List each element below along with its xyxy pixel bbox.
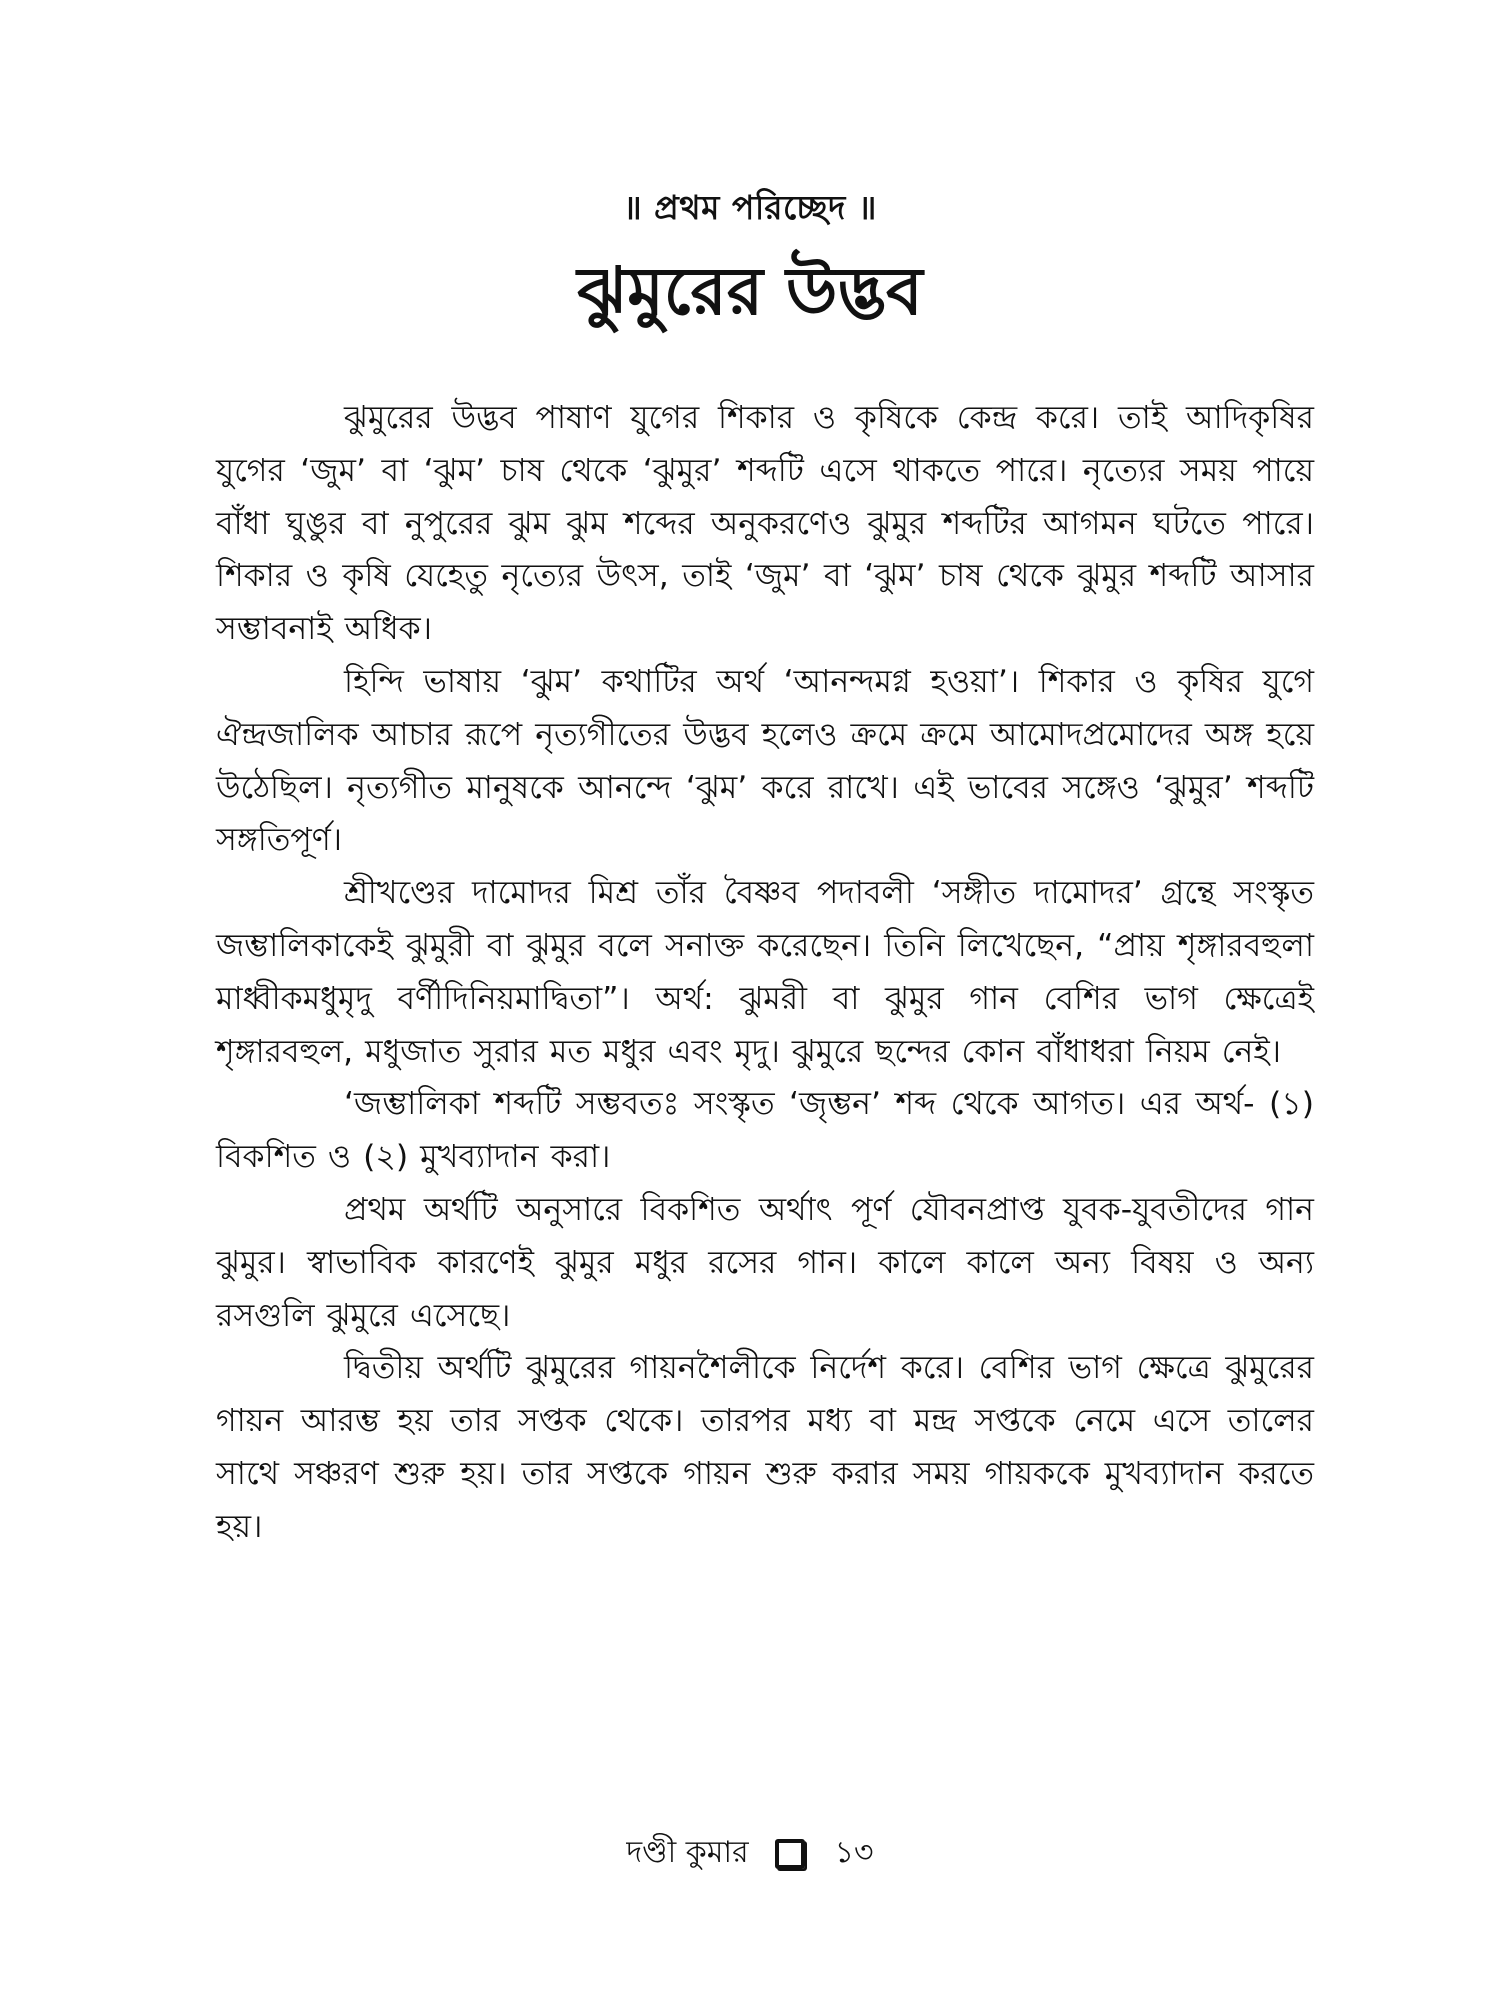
chapter-label: ॥ প্রথম পরিচ্ছেদ ॥	[623, 188, 877, 227]
paragraph-3: শ্রীখণ্ডের দামোদর মিশ্র তাঁর বৈষ্ণব পদাবলী ‘সঙ্গীত দামোদর’ গ্রন্থে সংস্কৃত জম্ভালিকাকেই ঝুমুরী বা ঝুমুর বলে সনাক্ত করেছেন। তিনি লিখেছেন, “প্রায় শৃঙ্গারবহুলা মাধ্বীকমধুমৃদু বর্ণীদিনিয়মাদ্বিতা”। অর্থ: ঝুমরী বা ঝুমুর গান বেশির ভাগ ক্ষেত্রেই শৃঙ্গারবহুল, মধুজাত সুরার মত মধুর এবং মৃদু। ঝুমুরে ছন্দের কোন বাঁধাধরা নিয়ম নেই।	[216, 875, 1314, 1070]
paragraph-1: ঝুমুরের উদ্ভব পাষাণ যুগের শিকার ও কৃষিকে কেন্দ্র করে। তাই আদিকৃষির যুগের ‘জুম’ বা ‘ঝুম’ চাষ থেকে ‘ঝুমুর’ শব্দটি এসে থাকতে পারে। নৃত্যের সময় পায়ে বাঁধা ঘুঙুর বা নুপুরের ঝুম ঝুম শব্দের অনুকরণেও ঝুমুর শব্দটির আগমন ঘটতে পারে। শিকার ও কৃষি যেহেতু নৃত্যের উৎস, তাই ‘জুম’ বা ‘ঝুম’ চাষ থেকে ঝুমুর শব্দটি আসার সম্ভাবনাই অধিক।	[216, 400, 1314, 648]
paragraph-6: দ্বিতীয় অর্থটি ঝুমুরের গায়নশৈলীকে নির্দেশ করে। বেশির ভাগ ক্ষেত্রে ঝুমুরের গায়ন আরম্ভ হয় তার সপ্তক থেকে। তারপর মধ্য বা মন্দ্র সপ্তকে নেমে এসে তালের সাথে সঞ্চরণ শুরু হয়। তার সপ্তকে গায়ন শুরু করার সময় গায়ককে মুখব্যাদান করতে হয়।	[216, 1350, 1314, 1545]
page-number: ১৩	[834, 1835, 874, 1870]
square-ornament-icon	[775, 1839, 805, 1869]
chapter-title: ঝুমুরের উদ্ভব	[577, 253, 923, 330]
body-text	[216, 392, 1314, 1554]
paragraph-2: হিন্দি ভাষায় ‘ঝুম’ কথাটির অর্থ ‘আনন্দমগ্ন হওয়া’। শিকার ও কৃষির যুগে ঐন্দ্রজালিক আচার রূপে নৃত্যগীতের উদ্ভব হলেও ক্রমে ক্রমে আমোদপ্রমোদের অঙ্গ হয়ে উঠেছিল। নৃত্যগীত মানুষকে আনন্দে ‘ঝুম’ করে রাখে। এই ভাবের সঙ্গেও ‘ঝুমুর’ শব্দটি সঙ্গতিপূর্ণ।	[216, 663, 1314, 859]
page-footer	[0, 1828, 1500, 1879]
footer-author: দণ্ডী কুমার	[626, 1835, 749, 1870]
paragraph-4: ‘জম্ভালিকা শব্দটি সম্ভবতঃ সংস্কৃত ‘জৃম্ভন’ শব্দ থেকে আগত। এর অর্থ- (১) বিকশিত ও (২) মুখব্যাদান করা।	[216, 1086, 1314, 1176]
paragraph-5: প্রথম অর্থটি অনুসারে বিকশিত অর্থাৎ পূর্ণ যৌবনপ্রাপ্ত যুবক-যুবতীদের গান ঝুমুর। স্বাভাবিক কারণেই ঝুমুর মধুর রসের গান। কালে কালে অন্য বিষয় ও অন্য রসগুলি ঝুমুরে এসেছে।	[216, 1191, 1314, 1334]
